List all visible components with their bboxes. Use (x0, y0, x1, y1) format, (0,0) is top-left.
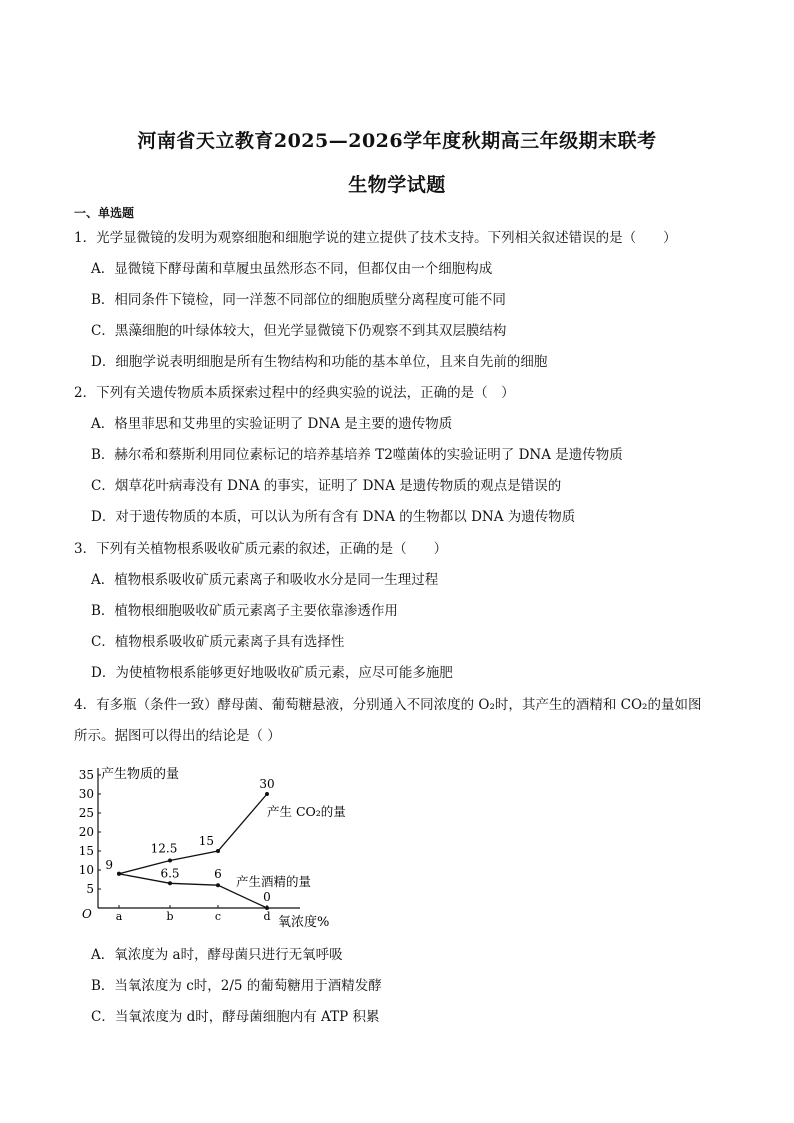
y-tick-label: 30 (78, 787, 94, 801)
co2-data-point (265, 792, 269, 796)
section-heading: 一、单选题 (74, 206, 135, 220)
x-tick-label: b (166, 910, 174, 923)
question-1-option-d: D．细胞学说表明细胞是所有生物结构和功能的基本单位，且来自先前的细胞 (91, 354, 548, 370)
question-1-stem: 1．光学显微镜的发明为观察细胞和细胞学说的建立提供了技术支持。下列相关叙述错误的是（ ） (74, 230, 677, 246)
co2-series-line (119, 794, 267, 874)
question-4-option-a: A．氧浓度为 a时，酵母菌只进行无氧呼吸 (91, 947, 343, 963)
question-2-option-c: C．烟草花叶病毒没有 DNA 的事实，证明了 DNA 是遗传物质的观点是错误的 (91, 478, 562, 494)
x-tick-label: c (214, 910, 222, 923)
oxygen-concentration-chart (60, 760, 360, 935)
question-4-option-c: C．当氧浓度为 d时，酵母菌细胞内有 ATP 积累 (91, 1009, 380, 1025)
question-3-option-d: D．为使植物根系能够更好地吸收矿质元素，应尽可能多施肥 (91, 665, 453, 681)
data-label: 15 (198, 834, 214, 848)
data-label: 6 (214, 867, 222, 882)
question-1-option-a: A．显微镜下酵母菌和草履虫虽然形态不同，但都仅由一个细胞构成 (91, 261, 493, 277)
page-subtitle: 生物学试题 (348, 174, 446, 196)
question-3-option-c: C．植物根系吸收矿质元素离子具有选择性 (91, 634, 345, 650)
y-tick-label: 5 (86, 882, 94, 896)
alcohol-data-point (117, 872, 121, 876)
alcohol-series-name: 产生酒精的量 (236, 874, 312, 889)
y-tick-label: 10 (78, 863, 94, 877)
question-1-option-c: C．黑藻细胞的叶绿体较大，但光学显微镜下仍观察不到其双层膜结构 (91, 323, 507, 339)
question-4-stem-line-1: 4．有多瓶（条件一致）酵母菌、葡萄糖悬液，分别通入不同浓度的 O₂时，其产生的酒精和 CO₂的量如图 (74, 697, 702, 713)
question-3-option-a: A．植物根系吸收矿质元素离子和吸收水分是同一生理过程 (91, 572, 439, 588)
data-label: 30 (259, 777, 275, 791)
x-tick-label: d (263, 910, 271, 923)
question-2-option-a: A．格里菲思和艾弗里的实验证明了 DNA 是主要的遗传物质 (91, 416, 453, 432)
y-tick-label: 35 (78, 768, 94, 782)
x-axis-label: 氧浓度% (278, 915, 330, 930)
alcohol-data-point (265, 906, 269, 910)
data-label: 0 (263, 890, 271, 904)
question-2-option-b: B．赫尔希和蔡斯利用同位素标记的培养基培养 T2噬菌体的实验证明了 DNA 是遗传物质 (91, 447, 623, 463)
question-3-stem: 3．下列有关植物根系吸收矿质元素的叙述，正确的是（ ） (74, 541, 448, 557)
co2-data-point (168, 859, 172, 863)
co2-data-point (216, 849, 220, 853)
y-axis-label: 产生物质的量 (101, 767, 180, 782)
x-tick-label: a (115, 910, 123, 923)
data-label: 12.5 (150, 841, 178, 856)
question-1-option-b: B．相同条件下镜检，同一洋葱不同部位的细胞质壁分离程度可能不同 (91, 292, 506, 308)
co2-series-name: 产生 CO₂的量 (267, 804, 346, 819)
question-2-option-d: D．对于遗传物质的本质，可以认为所有含有 DNA 的生物都以 DNA 为遗传物质 (91, 509, 576, 525)
question-2-stem: 2．下列有关遗传物质本质探索过程中的经典实验的说法，正确的是（ ） (74, 385, 515, 401)
alcohol-data-point (168, 881, 172, 885)
question-3-option-b: B．植物根细胞吸收矿质元素离子主要依靠渗透作用 (91, 603, 398, 619)
y-tick-label: 20 (78, 825, 94, 839)
question-4-stem-line-2: 所示。据图可以得出的结论是（ ） (74, 728, 281, 744)
question-4-option-b: B．当氧浓度为 c时，2/5 的葡萄糖用于酒精发酵 (91, 978, 382, 994)
data-label: 9 (105, 857, 113, 872)
origin-label: O (82, 907, 92, 921)
page-title: 河南省天立教育2025—2026学年度秋期高三年级期末联考 (137, 130, 657, 152)
alcohol-data-point (216, 883, 220, 887)
data-label: 6.5 (160, 866, 180, 881)
y-tick-label: 15 (78, 844, 94, 858)
y-tick-label: 25 (78, 806, 94, 820)
